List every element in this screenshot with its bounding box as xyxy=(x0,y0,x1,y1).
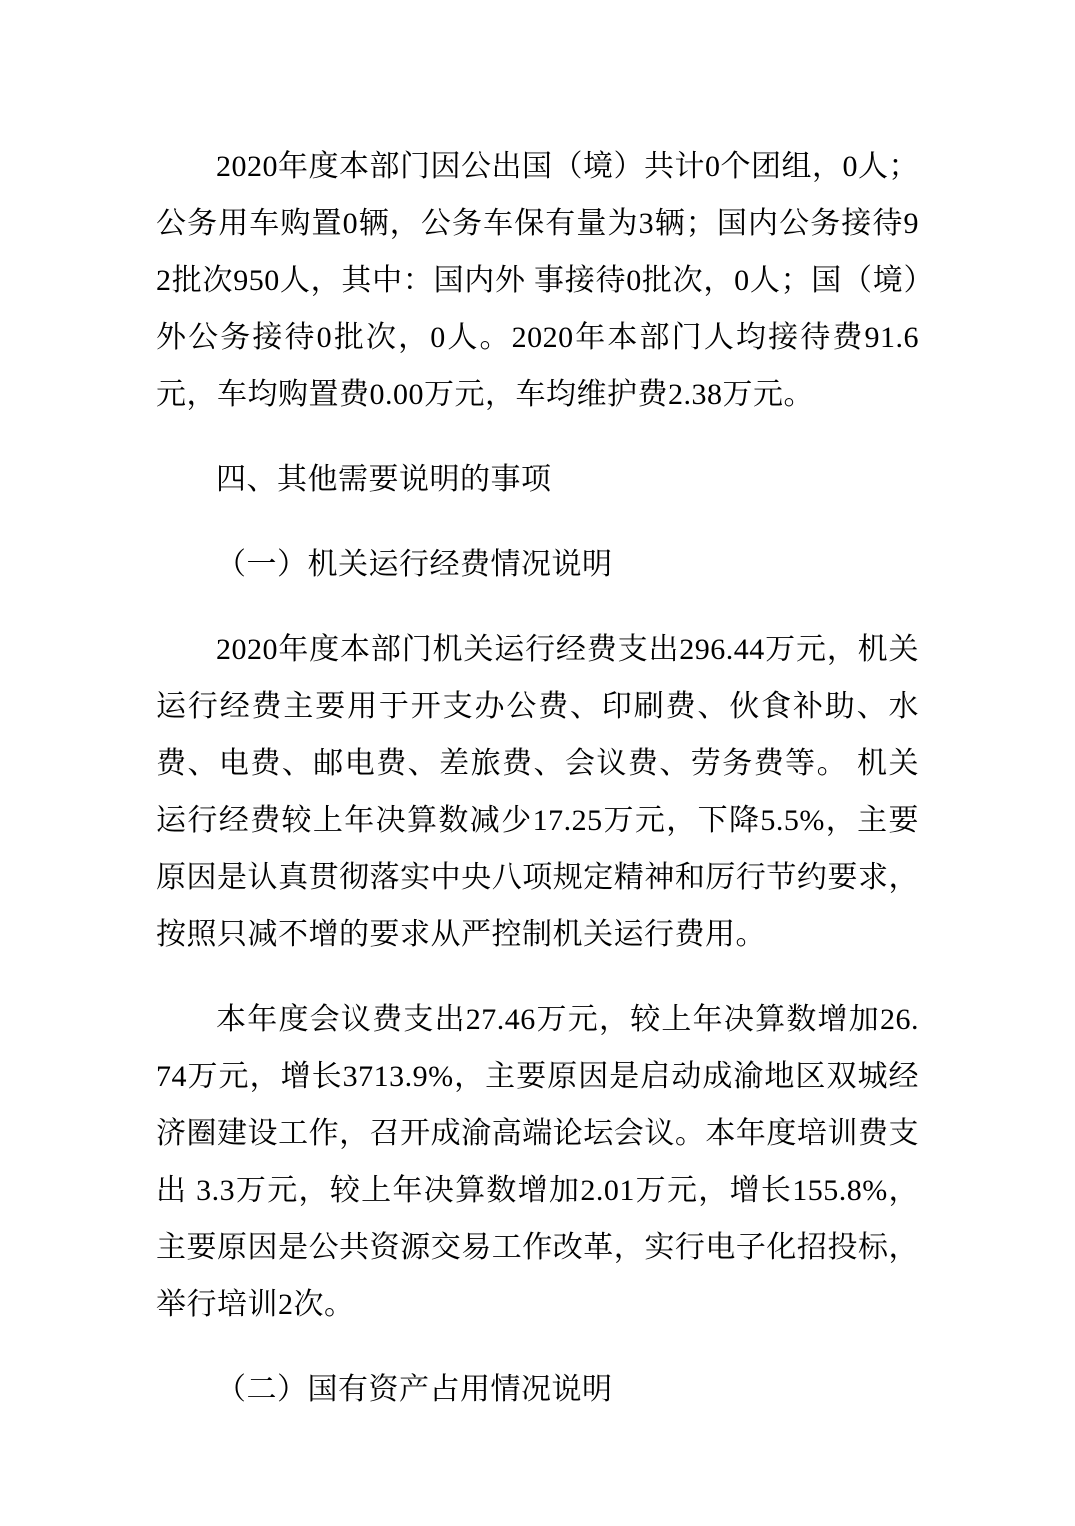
paragraph-operating-expenses-detail: 2020年度本部门机关运行经费支出296.44万元，机关运行经费主要用于开支办公费、印刷费、伙食补助、水费、电费、邮电费、差旅费、会议费、劳务费等。 机关运行经费较上年决算数减少17.25万元，下降5.5%，主要原因是认真贯彻落实中央八项规定精神和厉行节约要求，按照只减不增的要求从严控制机关运行费用。 xyxy=(156,633,919,951)
heading-subsection-two-state-assets: （二）国有资产占用情况说明 xyxy=(216,1373,613,1406)
paragraph-official-duties-summary: 2020年度本部门因公出国（境）共计0个团组，0人；公务用车购置0辆，公务车保有量为3辆；国内公务接待92批次950人，其中：国内外 事接待0批次，0人；国（境）外公务接待0批次，0人。2020年本部门人均接待费91.6元，车均购置费0.00万元，车均维护费2.38万元。 xyxy=(156,150,919,411)
heading-section-four-other-items: 四、其他需要说明的事项 xyxy=(216,463,552,496)
heading-subsection-one-operating-expenses: （一）机关运行经费情况说明 xyxy=(216,548,613,581)
paragraph-meeting-and-training-fees: 本年度会议费支出27.46万元，较上年决算数增加26.74万元，增长3713.9%，主要原因是启动成渝地区双城经济圈建设工作，召开成渝高端论坛会议。本年度培训费支出 3.3万元，较上年决算数增加2.01万元，增长155.8%，主要原因是公共资源交易工作改革，实行电子化招投标，举行培训2次。 xyxy=(156,1003,919,1321)
